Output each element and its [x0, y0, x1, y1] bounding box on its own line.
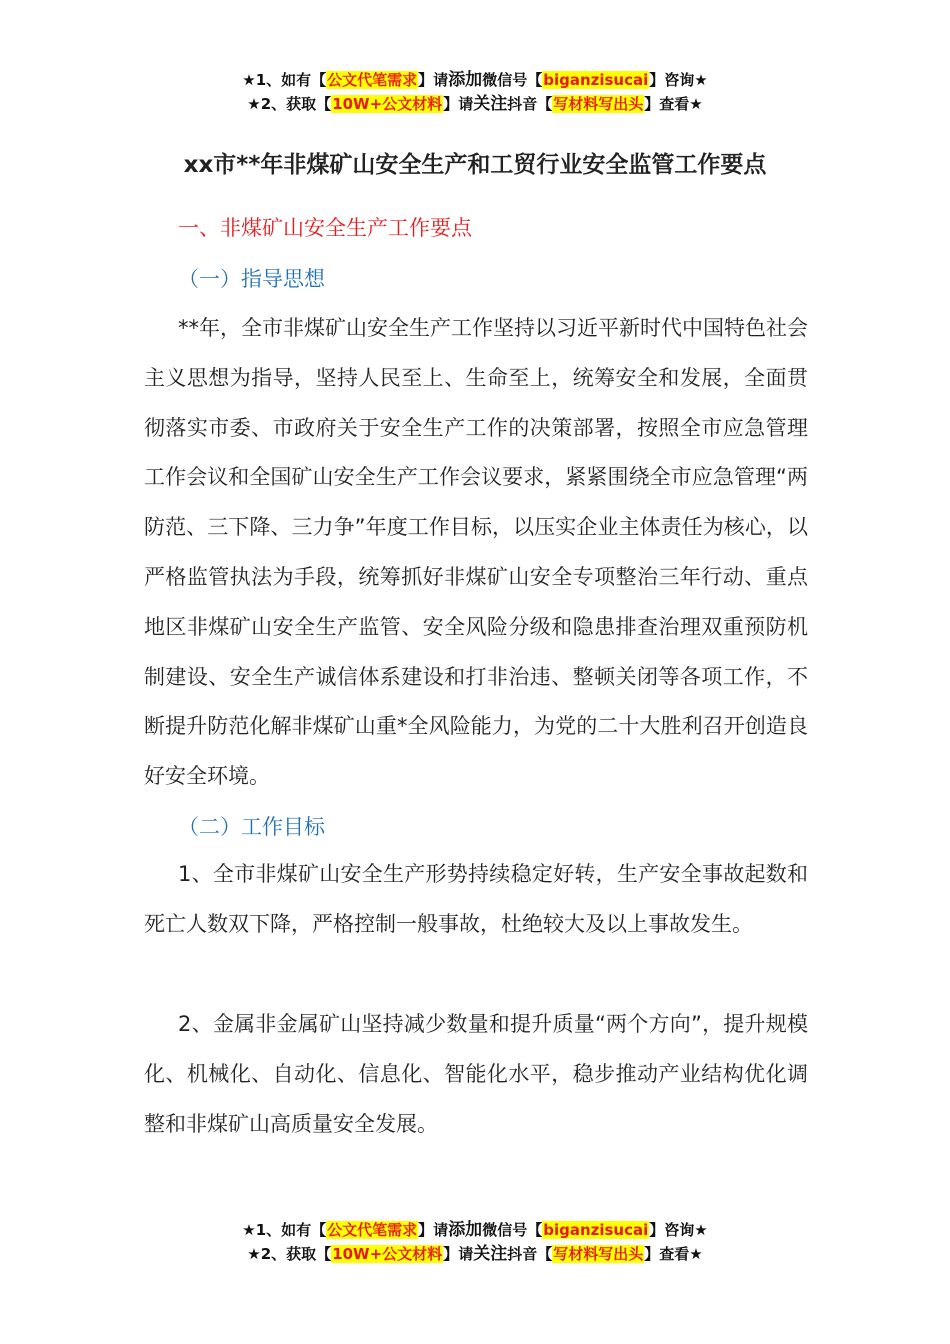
banner-text: 抖音【: [507, 95, 553, 113]
banner-highlight: 10W+公文材料: [332, 95, 443, 113]
footer-banner: [0, 1218, 950, 1266]
paragraph-goal-2: 2、金属非金属矿山坚持减少数量和提升质量“两个方向”，提升规模化、机械化、自动化、信息化、智能化水平，稳步推动产业结构优化调整和非煤矿山高质量安全发展。: [144, 1012, 808, 1136]
subsection-heading-work-goals: （二）工作目标: [178, 815, 325, 839]
banner-wechat-id: biganzisucai: [543, 71, 649, 89]
banner-text: 】咨询★: [649, 1221, 708, 1239]
banner-text: 】请: [443, 1245, 474, 1263]
banner-text: 】查看★: [644, 1245, 703, 1263]
banner-text: 】查看★: [644, 95, 703, 113]
banner-wechat-id: biganzisucai: [543, 1221, 649, 1239]
banner-line-1: [0, 1218, 950, 1242]
banner-text: 】请: [418, 71, 449, 89]
banner-text: 微信号【: [482, 71, 543, 89]
banner-line-2: [0, 92, 950, 116]
header-banner: [0, 68, 950, 116]
banner-text: ★2、获取【: [247, 95, 332, 113]
subsection-heading-guiding-ideology: （一）指导思想: [178, 267, 325, 291]
banner-line-1: [0, 68, 950, 92]
banner-text: 】请: [418, 1221, 449, 1239]
banner-text: 关注: [473, 1244, 508, 1264]
banner-highlight: 10W+公文材料: [332, 1245, 443, 1263]
banner-highlight: 公文代笔需求: [327, 1221, 418, 1239]
banner-text: ★2、获取【: [247, 1245, 332, 1263]
banner-line-2: [0, 1242, 950, 1266]
banner-text: ★1、如有【: [242, 71, 327, 89]
banner-text: ★1、如有【: [242, 1221, 327, 1239]
banner-douyin-id: 写材料写出头: [553, 95, 644, 113]
banner-text: 】请: [443, 95, 474, 113]
banner-text: 】咨询★: [649, 71, 708, 89]
section-heading-1: 一、非煤矿山安全生产工作要点: [178, 216, 472, 240]
banner-text: 抖音【: [507, 1245, 553, 1263]
paragraph-goal-1: 1、全市非煤矿山安全生产形势持续稳定好转，生产安全事故起数和死亡人数双下降，严格控制一般事故，杜绝较大及以上事故发生。: [144, 862, 808, 936]
banner-text: 微信号【: [482, 1221, 543, 1239]
banner-highlight: 公文代笔需求: [327, 71, 418, 89]
banner-text: 关注: [473, 94, 508, 114]
banner-text: 添加: [448, 70, 483, 90]
paragraph-guiding-ideology: **年，全市非煤矿山安全生产工作坚持以习近平新时代中国特色社会主义思想为指导，坚持人民至上、生命至上，统筹安全和发展，全面贯彻落实市委、市政府关于安全生产工作的决策部署，按照全市应急管理工作会议和全国矿山安全生产工作会议要求，紧紧围绕全市应急管理“两防范、三下降、三力争”年度工作目标，以压实企业主体责任为核心，以严格监管执法为手段，统筹抓好非煤矿山安全专项整治三年行动、重点地区非煤矿山安全生产监管、安全风险分级和隐患排查治理双重预防机制建设、安全生产诚信体系建设和打非治违、整顿关闭等各项工作，不断提升防范化解非煤矿山重*全风险能力，为党的二十大胜利召开创造良好安全环境。: [144, 316, 808, 789]
banner-douyin-id: 写材料写出头: [553, 1245, 644, 1263]
banner-text: 添加: [448, 1220, 483, 1240]
document-title: xx市**年非煤矿山安全生产和工贸行业安全监管工作要点: [183, 152, 767, 178]
